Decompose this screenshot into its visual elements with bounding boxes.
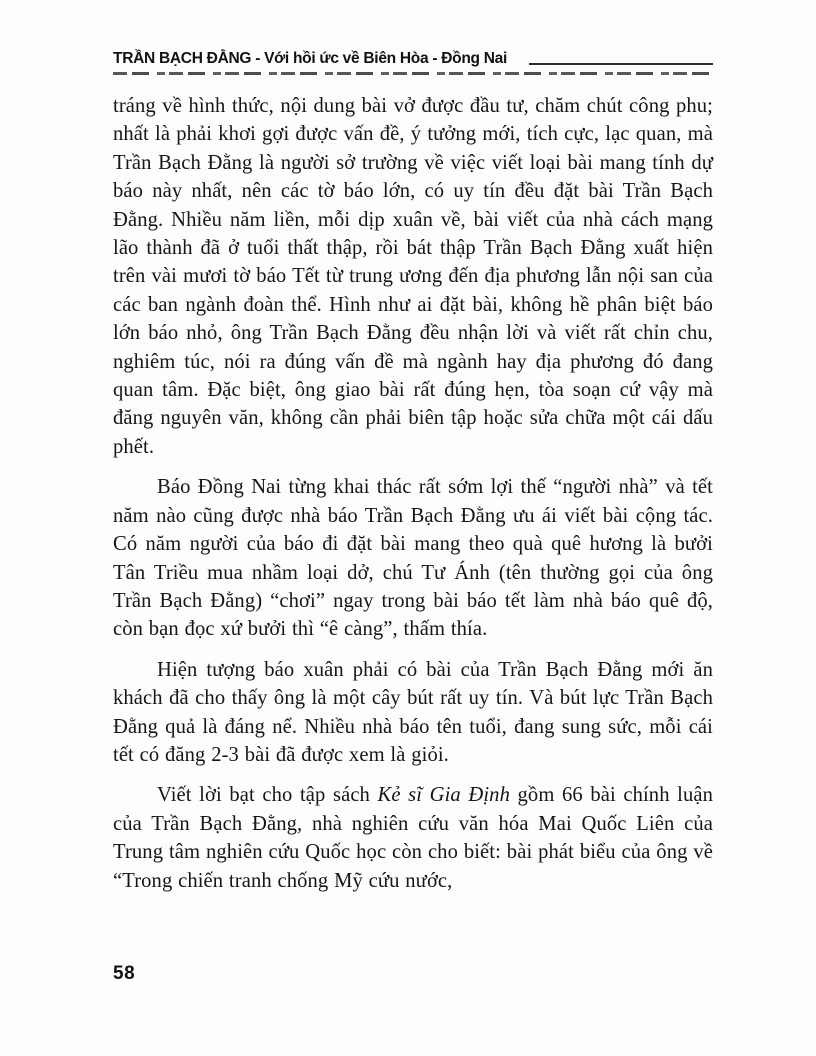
page-footer <box>113 963 135 985</box>
running-header-row <box>113 50 713 68</box>
paragraph-4-text: Viết lời bạt cho tập sách <box>157 784 378 807</box>
paragraph-4-text-continued: gồm 66 bài chính luận của Trần Bạch Đằng, nhà nghiên cứu văn hóa Mai Quốc Liên của Trung tâm nghiên cứu Quốc học còn cho biết: bài phát biểu của ông về “Trong chiến tranh chống Mỹ cứu nước, <box>113 784 714 892</box>
header-rule-solid <box>529 63 713 65</box>
paragraph-4 <box>113 781 713 895</box>
header-rule-dashed <box>113 72 713 75</box>
running-header <box>113 50 713 75</box>
page-number: 58 <box>113 963 136 984</box>
paragraph-2: Báo Đồng Nai từng khai thác rất sớm lợi thế “người nhà” và tết năm nào cũng được nhà báo Trần Bạch Đằng ưu ái viết bài cộng tác. Có năm người của báo đi đặt bài mang theo quà quê hương là bưởi Tân Triều mua nhầm loại dở, chú Tư Ánh (tên thường gọi của ông Trần Bạch Đằng) “chơi” ngay trong bài báo tết làm nhà báo quê độ, còn bạn đọc xứ bưởi thì “ê càng”, thấm thía. <box>113 476 713 641</box>
book-title-italic: Kẻ sĩ Gia Định <box>377 784 510 807</box>
page-body <box>113 92 713 907</box>
paragraph-3: Hiện tượng báo xuân phải có bài của Trần Bạch Đằng mới ăn khách đã cho thấy ông là một cây bút rất uy tín. Và bút lực Trần Bạch Đằng quả là đáng nể. Nhiều nhà báo tên tuổi, đang sung sức, mỗi cái tết có đăng 2-3 bài đã được xem là giỏi. <box>113 658 713 766</box>
running-header-title: TRẦN BẠCH ĐẰNG - Với hồi ức về Biên Hòa - Đồng Nai <box>113 50 508 67</box>
paragraph-1: tráng về hình thức, nội dung bài vở được đầu tư, chăm chút công phu; nhất là phải khơi gợi được vấn đề, ý tưởng mới, tích cực, lạc quan, mà Trần Bạch Đằng là người sở trường về việc viết loại bài mang tính dự báo này nhất, nên các tờ báo lớn, có uy tín đều đặt bài Trần Bạch Đằng. Nhiều năm liền, mỗi dịp xuân về, bài viết của nhà cách mạng lão thành đã ở tuổi thất thập, rồi bát thập Trần Bạch Đằng xuất hiện trên vài mươi tờ báo Tết từ trung ương đến địa phương lẫn nội san của các ban ngành đoàn thể. Hình như ai đặt bài, không hề phân biệt báo lớn báo nhỏ, ông Trần Bạch Đằng đều nhận lời và viết rất chỉn chu, nghiêm túc, nói ra đúng vấn đề mà ngành hay địa phương đó đang quan tâm. Đặc biệt, ông giao bài rất đúng hẹn, tòa soạn cứ vậy mà đăng nguyên văn, không cần phải biên tập hoặc sửa chữa một cái dấu phết. <box>113 95 713 458</box>
